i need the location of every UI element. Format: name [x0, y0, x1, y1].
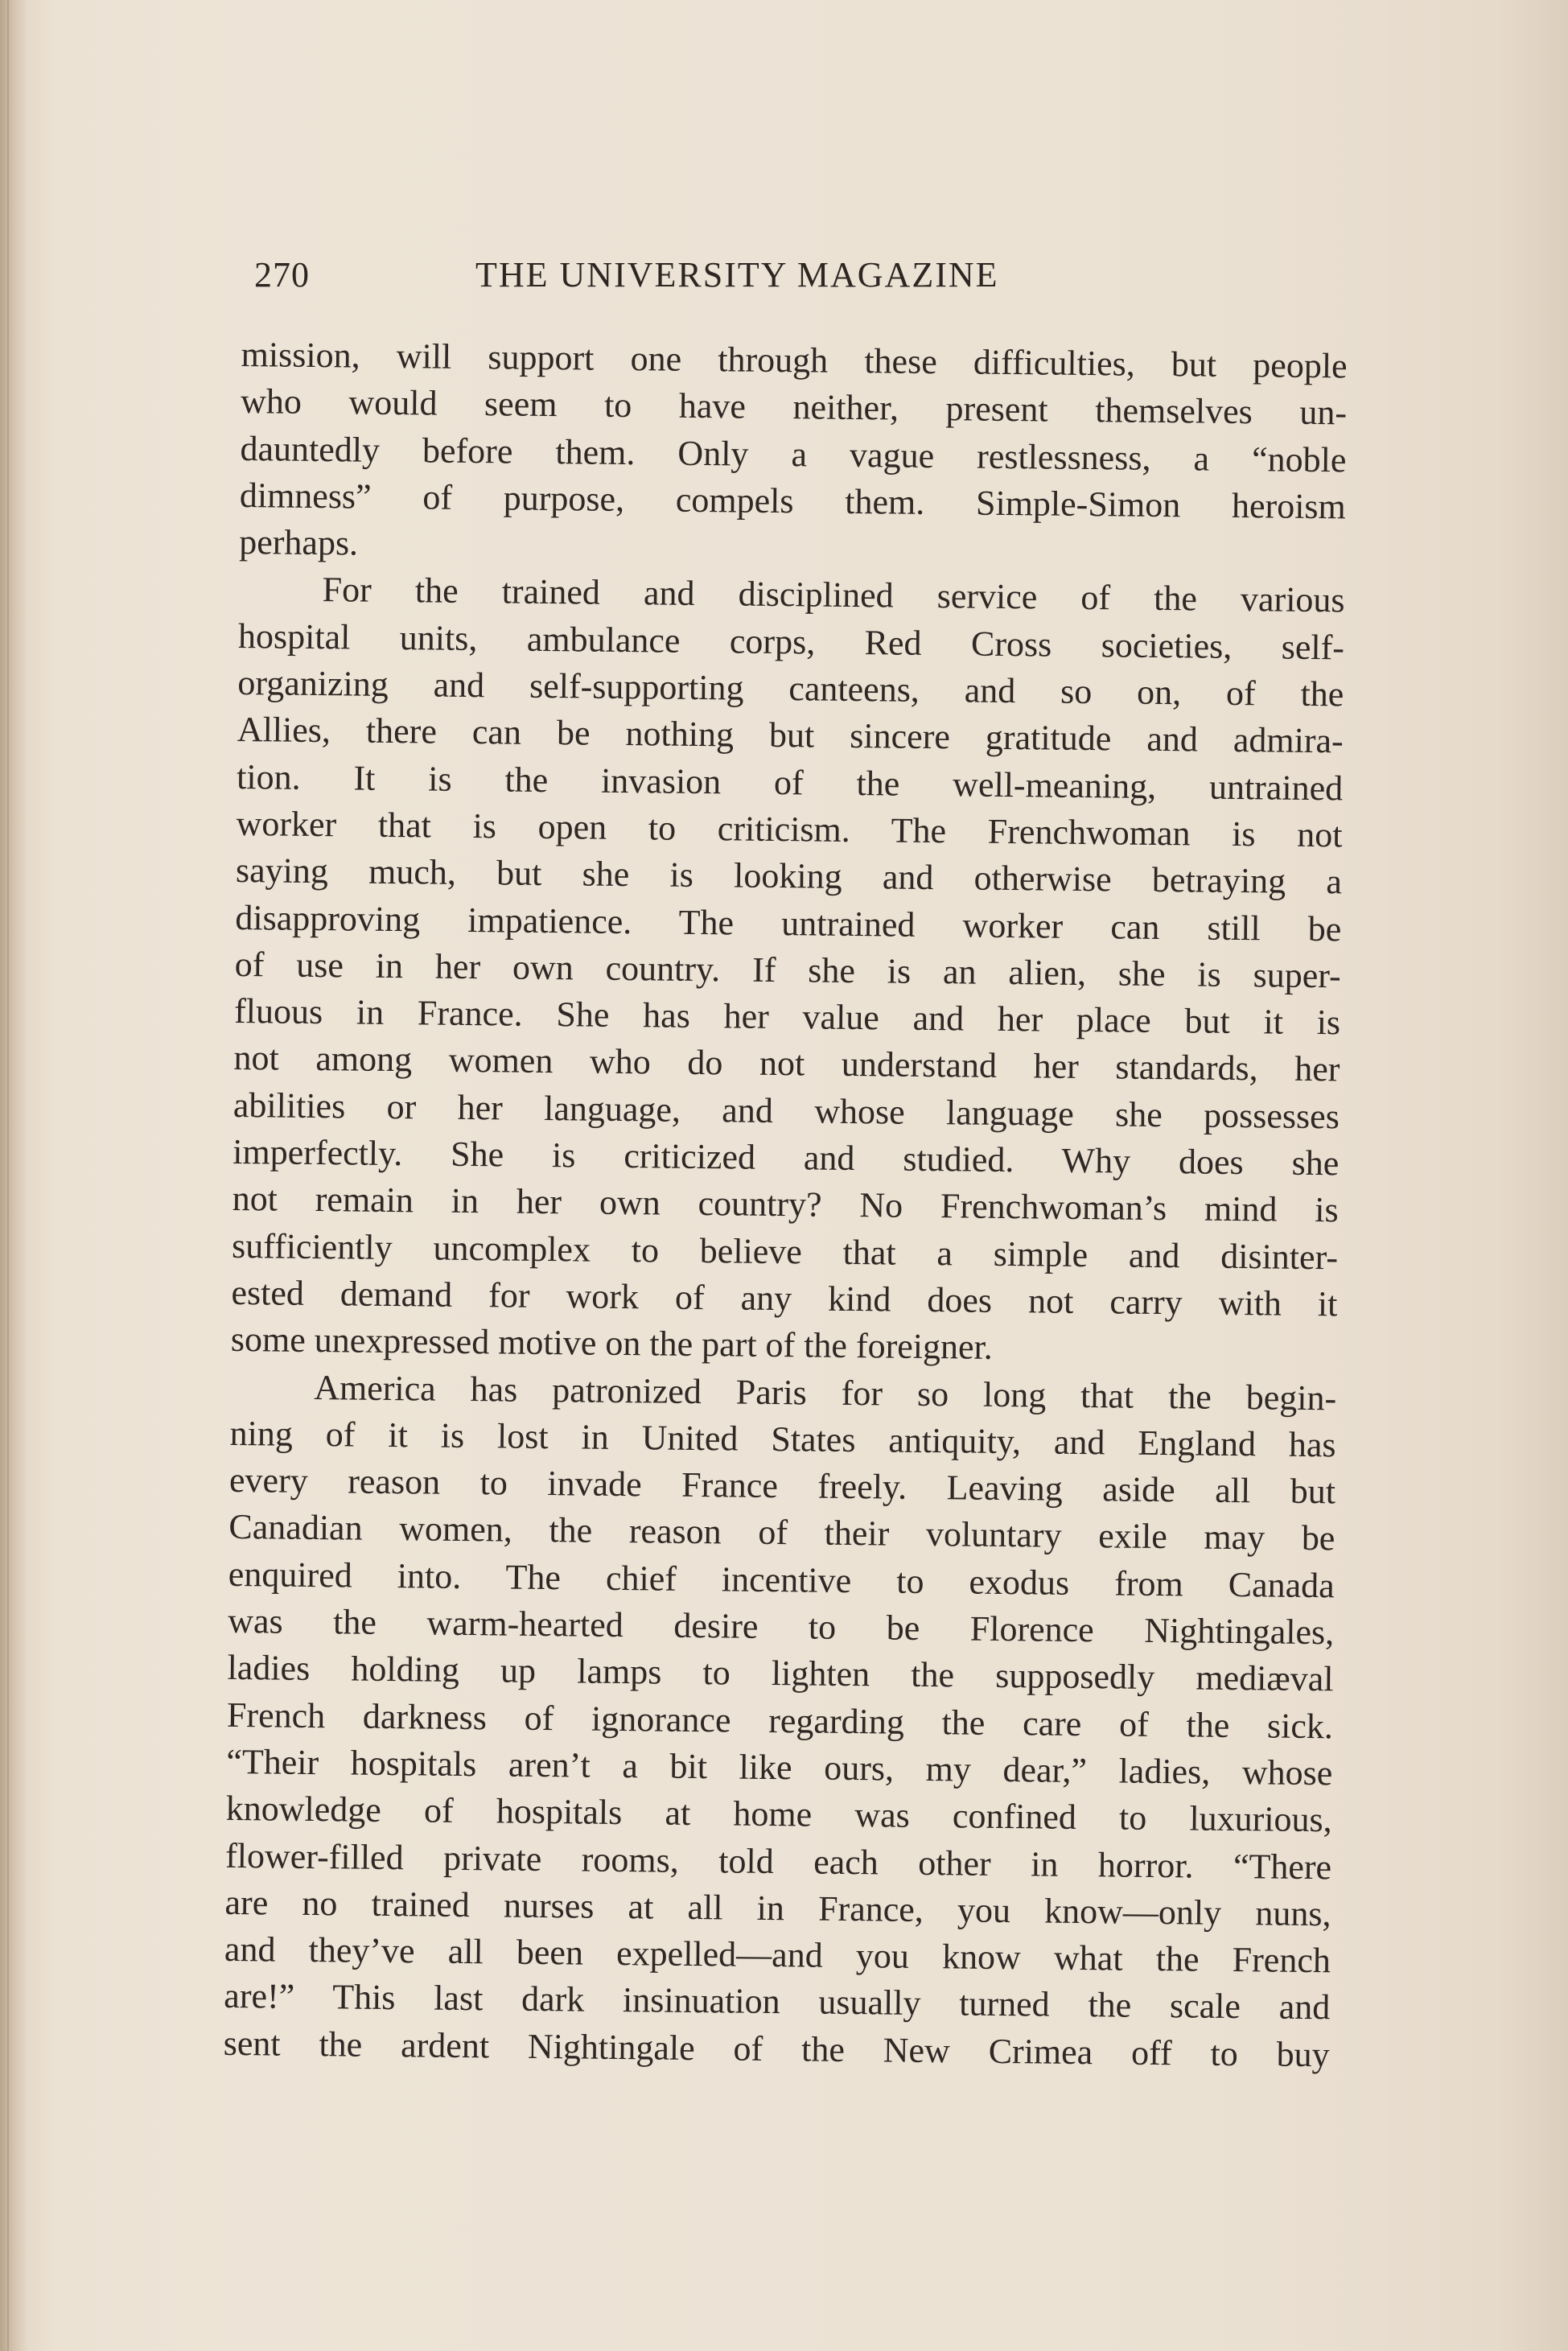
text-line: are no trained nurses at all in France, you know—only nuns, — [224, 1882, 1331, 1934]
binding-edge — [7, 0, 9, 2351]
page-number: 270 — [254, 255, 310, 294]
text-line: not among women who do not understand her standards, her — [233, 1038, 1340, 1089]
text-line: of use in her own country. If she is an alien, she is super- — [234, 944, 1341, 996]
text-line: not remain in her own country? No Frenchwoman’s mind is — [232, 1179, 1339, 1230]
text-line: and they’ve all been expelled—and you know what the French — [224, 1929, 1331, 1981]
text-line: dimness” of purpose, compels them. Simple-Simon heroism — [239, 475, 1347, 527]
text-line: French darkness of ignorance regarding the care of the sick. — [226, 1694, 1334, 1746]
running-title: THE UNIVERSITY MAGAZINE — [475, 255, 999, 294]
paragraph-end-line: perhaps. — [239, 522, 359, 563]
body-text — [223, 331, 1348, 2078]
text-line: hospital units, ambulance corps, Red Cross societies, self- — [237, 616, 1345, 668]
text-line: sent the ardent Nightingale of the New Crimea off to buy — [223, 2023, 1330, 2074]
text-line: sufficiently uncomplex to believe that a simple and disinter- — [231, 1225, 1339, 1277]
text-line: enquired into. The chief incentive to exodus from Canada — [228, 1554, 1335, 1606]
paragraph-end-line: some unexpressed motive on the part of the foreigner. — [230, 1320, 994, 1368]
paragraph-start-line: America has patronized Paris for so long that the begin- — [314, 1367, 1337, 1418]
text-line: ladies holding up lamps to lighten the supposedly mediæval — [227, 1648, 1334, 1699]
text-line: organizing and self-supporting canteens, and so on, of the — [237, 663, 1344, 714]
text-line: who would seem to have neither, present themselves un- — [240, 381, 1348, 433]
text-line: disapproving impatience. The untrained worker can still be — [235, 897, 1342, 949]
text-line: dauntedly before them. Only a vague restlessness, a “noble — [240, 428, 1347, 480]
page-header — [254, 254, 1139, 303]
text-line: are!” This last dark insinuation usually turned the scale and — [224, 1976, 1331, 2028]
text-line: ested demand for work of any kind does not carry with it — [231, 1272, 1338, 1324]
paragraph-start-line: For the trained and disciplined service of the various — [322, 570, 1345, 620]
text-line: “Their hospitals aren’t a bit like ours, my dear,” ladies, whose — [226, 1741, 1333, 1793]
text-line: tion. It is the invasion of the well-meaning, untrained — [236, 756, 1344, 809]
text-line: was the warm-hearted desire to be Florence Nightingales, — [227, 1600, 1335, 1653]
text-line: knowledge of hospitals at home was confined to luxurious, — [225, 1789, 1332, 1840]
text-line: ning of it is lost in United States antiquity, and England has — [229, 1413, 1336, 1465]
text-line: abilities or her language, and whose language she possesses — [233, 1085, 1340, 1137]
text-line: flower-filled private rooms, told each other in horror. “There — [224, 1835, 1332, 1887]
text-line: every reason to invade France freely. Leaving aside all but — [228, 1460, 1336, 1512]
text-line: worker that is open to criticism. The Frenchwoman is not — [236, 803, 1343, 855]
text-line: Canadian women, the reason of their voluntary exile may be — [228, 1507, 1335, 1558]
text-line: Allies, there can be nothing but sincere gratitude and admira- — [237, 710, 1344, 761]
text-line: fluous in France. She has her value and her place but it is — [233, 991, 1341, 1043]
text-line: saying much, but she is looking and otherwise betraying a — [235, 850, 1343, 902]
text-line: mission, will support one through these difficulties, but people — [241, 334, 1348, 386]
book-spine-shadow — [0, 0, 27, 2351]
text-line: imperfectly. She is criticized and studied. Why does she — [233, 1131, 1340, 1184]
